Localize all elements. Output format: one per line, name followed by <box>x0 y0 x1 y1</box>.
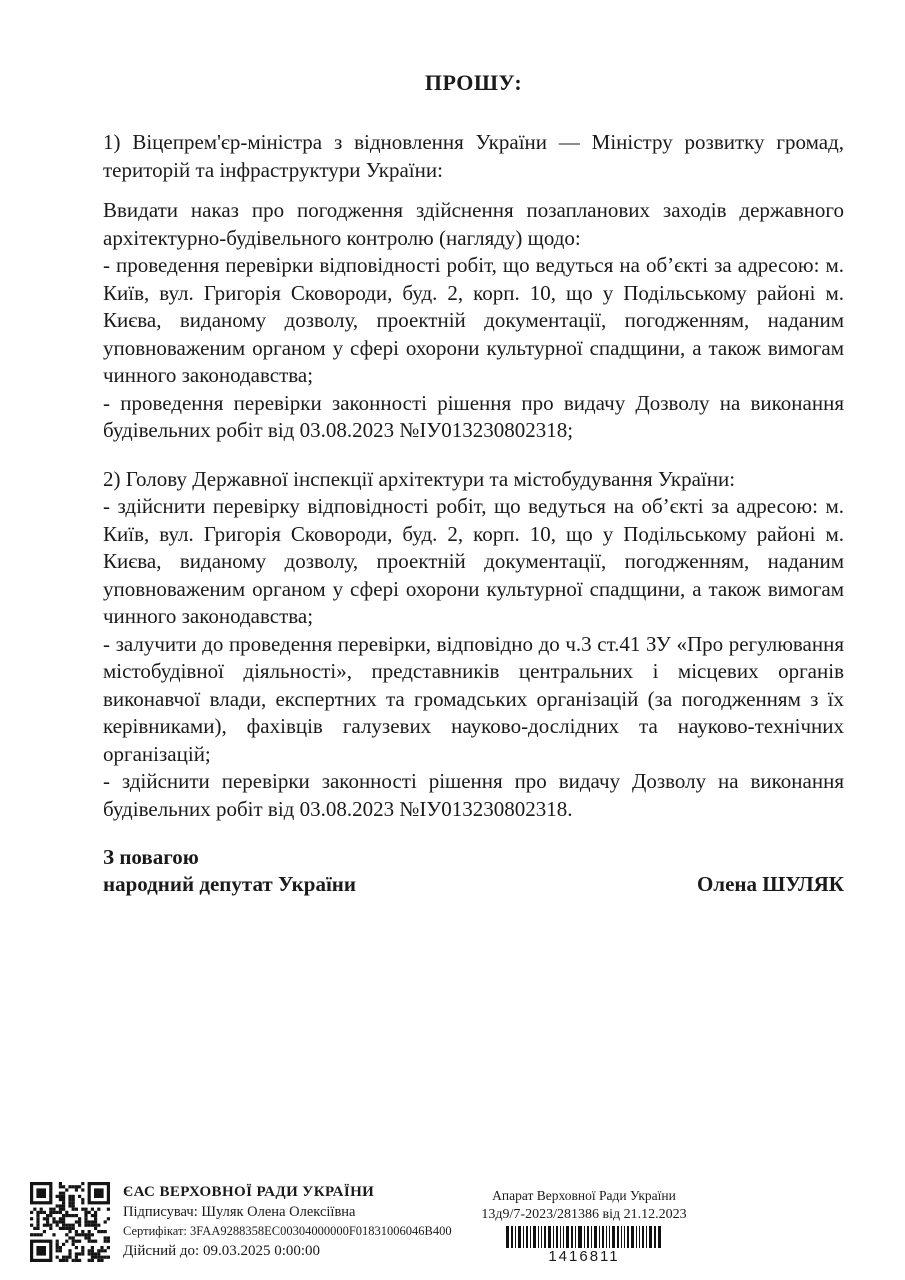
stamp-validity: Дійсний до: 09.03.2025 0:00:00 <box>123 1243 321 1259</box>
signature-block <box>103 844 844 898</box>
document-body <box>103 64 844 898</box>
signature-closing: З повагою <box>103 845 199 869</box>
paragraph-check-legality-1: - проведення перевірки законності рішення про видачу Дозволу на виконання будівельних робіт від 03.08.2023 №ІУ013230802318; <box>103 390 844 442</box>
paragraph-order-intro: Ввидати наказ про погодження здійснення позапланових заходів державного архітектурно-будівельного контролю (нагляду) щодо: <box>103 198 844 250</box>
stamp-system-name: ЄАС ВЕРХОВНОЇ РАДИ УКРАЇНИ <box>123 1184 375 1200</box>
page-footer <box>0 1176 905 1280</box>
document-title: ПРОШУ: <box>424 70 523 95</box>
signature-role: народний депутат України <box>103 872 356 896</box>
paragraph-addressee-1: 1) Віцепрем'єр-міністра з відновлення України — Міністру розвитку громад, територій та інфраструктури України: <box>103 130 844 182</box>
stamp-signer: Підписувач: Шуляк Олена Олексіївна <box>123 1204 356 1220</box>
paragraph-involve-experts: - залучити до проведення перевірки, відповідно до ч.3 ст.41 ЗУ «Про регулювання містобудівної діяльності», представників центральних і місцевих органів виконавчої влади, експертних та громадських організацій (за погодженням з їх керівниками), фахівців галузевих науково-дослідних та науково-технічних організацій; <box>103 631 844 766</box>
registration-block <box>468 1188 700 1265</box>
stamp-text <box>123 1182 452 1260</box>
paragraph-check-legality-2: - здійснити перевірки законності рішення про видачу Дозволу на виконання будівельних робіт від 03.08.2023 №ІУ013230802318. <box>103 769 844 821</box>
paragraph-check-works-1: - проведення перевірки відповідності робіт, що ведуться на об’єкті за адресою: м. Київ, вул. Григорія Сковороди, буд. 2, корп. 10, що у Подільському районі м. Києва, виданому дозволу, проектній документації, погодженням, наданим уповноваженим органом у сфері охорони культурної спадщини, а також вимогам чинного законодавства; <box>103 253 844 387</box>
registration-number: 13д9/7-2023/281386 від 21.12.2023 <box>481 1207 687 1222</box>
paragraph-check-works-2: - здійснити перевірку відповідності робіт, що ведуться на об’єкті за адресою: м. Київ, вул. Григорія Сковороди, буд. 2, корп. 10, що у Подільському районі м. Києва, виданому дозволу, проектній документації, погодженням, наданим уповноваженим органом у сфері охорони культурної спадщини, а також вимогам чинного законодавства; <box>103 494 844 628</box>
barcode-number: 1416811 <box>548 1248 620 1265</box>
signature-name: Олена ШУЛЯК <box>696 872 844 896</box>
stamp-certificate: Сертифікат: 3FAA9288358EC00304000000F01831006046B400 <box>123 1224 452 1238</box>
qr-code-icon <box>30 1182 110 1262</box>
barcode-icon <box>468 1226 700 1248</box>
registration-office: Апарат Верховної Ради України <box>492 1188 676 1203</box>
signature-left <box>103 844 356 898</box>
digital-signature-stamp <box>30 1182 452 1262</box>
paragraph-addressee-2: 2) Голову Державної інспекції архітектури та містобудування України: <box>103 466 736 491</box>
